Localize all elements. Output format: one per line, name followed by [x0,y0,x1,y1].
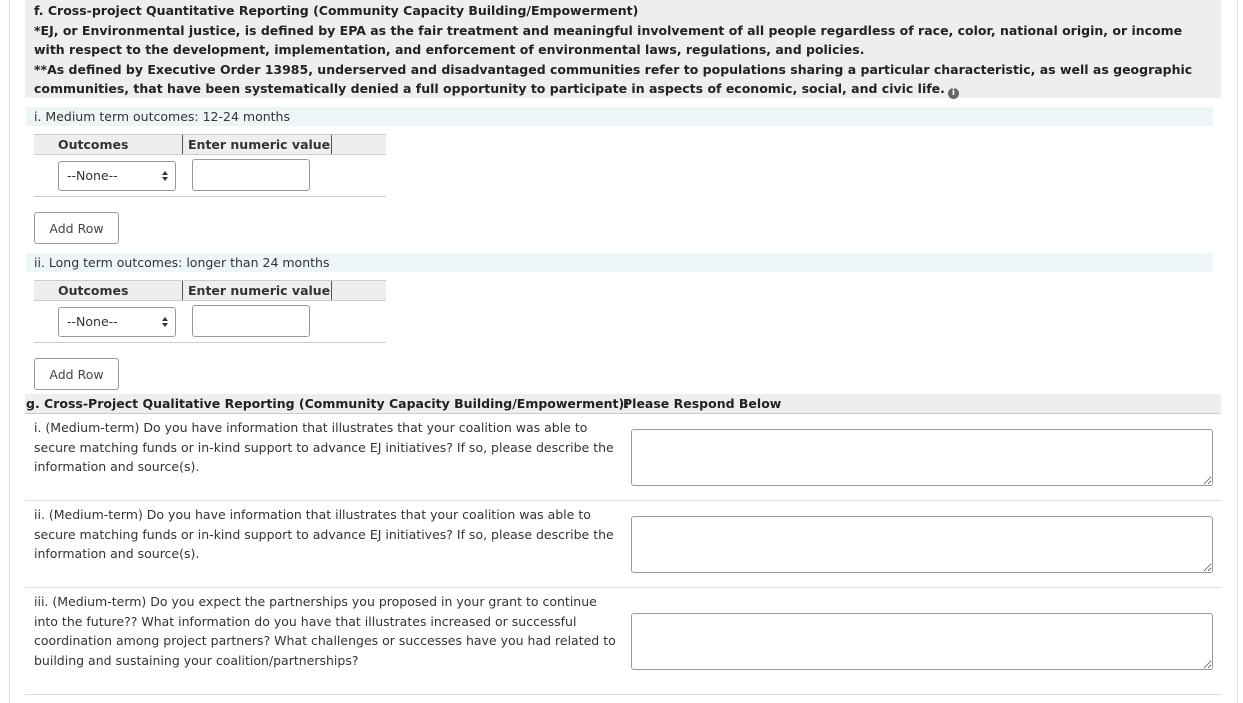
question-row [25,592,1221,695]
question-row [25,505,1221,588]
column-divider [331,281,332,300]
add-row-button-long[interactable]: Add Row [34,358,119,390]
long-term-subheading: ii. Long term outcomes: longer than 24 months [26,253,1213,272]
select-arrows-icon [162,170,168,182]
question-text: i. (Medium-term) Do you have information that illustrates that your coalition was able to secure matching funds or in-kind support to advance EJ initiatives? If so, please describe the information and source(s). [34,420,614,475]
long-term-outcomes-table [34,280,386,343]
column-header-numeric-value: Enter numeric value [182,281,330,300]
table-header [34,280,386,301]
add-row-button-medium[interactable]: Add Row [34,212,119,244]
column-header-outcomes: Outcomes [58,137,129,152]
outcome-select[interactable] [58,307,176,337]
medium-term-outcomes-table [34,134,386,197]
outcome-select[interactable] [58,161,176,191]
section-f-header [25,0,1221,98]
outcome-select-value: --None-- [67,168,118,183]
table-row [34,301,386,343]
outcome-select-value: --None-- [67,314,118,329]
numeric-value-input[interactable] [192,305,310,337]
section-g-header [25,394,1221,414]
table-header [34,134,386,155]
section-g-title: g. Cross-Project Qualitative Reporting (Community Capacity Building/Empowerment): [26,396,630,411]
ej-definition-note: *EJ, or Environmental justice, is defined by EPA as the fair treatment and meaningful involvement of all people regardless of race, color, national origin, or income with respect to the development, implementation, and enforcement of environmental laws, regulations, and policies. [34,22,1183,58]
info-icon[interactable]: i [948,88,959,99]
table-row [34,155,386,197]
question-row [25,418,1221,501]
response-textarea[interactable] [631,516,1213,573]
numeric-value-input[interactable] [192,159,310,191]
please-respond-label: Please Respond Below [623,396,782,411]
medium-term-subheading: i. Medium term outcomes: 12-24 months [26,107,1213,126]
select-arrows-icon [162,316,168,328]
column-header-numeric-value: Enter numeric value [182,135,330,154]
column-header-outcomes: Outcomes [58,283,129,298]
column-divider [331,135,332,154]
response-textarea[interactable] [631,429,1213,486]
underserved-definition-note: **As defined by Executive Order 13985, underserved and disadvantaged communities refer to populations sharing a particular characteristic, as well as geographic communities, that have been systematically denied a full opportunity to participate in aspects of economic, social, and civic life. i [34,61,1193,99]
section-f-title: f. Cross-project Quantitative Reporting (Community Capacity Building/Empowerment) [34,3,639,18]
question-text: iii. (Medium-term) Do you expect the partnerships you proposed in your grant to continue into the future?? What information do you have that illustrates increased or successful coordination among project partners? What challenges or successes have you had related to building and sustaining your coalition/partnerships? [34,594,616,668]
question-text: ii. (Medium-term) Do you have information that illustrates that your coalition was able to secure matching funds or in-kind support to advance EJ initiatives? If so, please describe the information and source(s). [34,507,614,562]
response-textarea[interactable] [631,613,1213,670]
